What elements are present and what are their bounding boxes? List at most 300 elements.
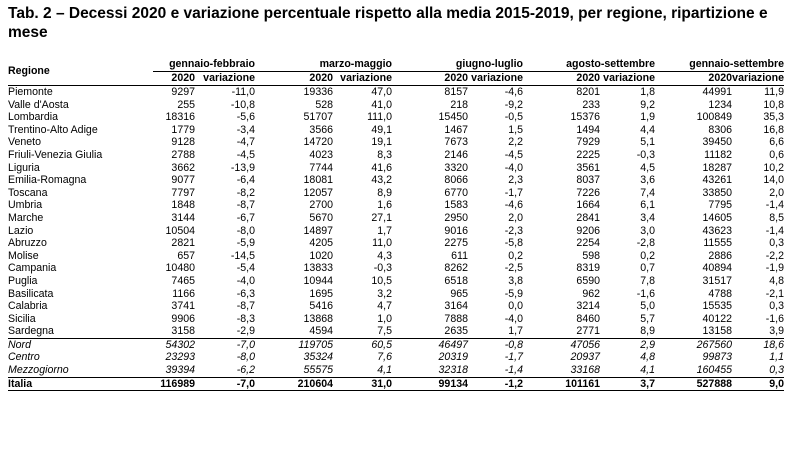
deaths-cell: 4205 [309,237,333,250]
deaths-cell: 47056 [523,338,600,351]
variation-header: variazione [195,72,255,86]
year-header: 2020 [523,72,600,86]
variation-cell: 8,5 [769,211,784,224]
deaths-cell: 4594 [309,325,333,338]
region-row [8,99,784,112]
variation-cell: -9,2 [504,98,523,111]
deaths-cell: 267560 [655,338,732,351]
variation-cell: -8,0 [236,224,255,237]
variation-cell: -2,3 [504,224,523,237]
variation-cell: -1,7 [504,186,523,199]
deaths-cell: 20319 [438,351,468,364]
variation-cell: 6,6 [769,136,784,149]
variation-cell: -1,6 [765,312,784,325]
deaths-cell: 14605 [702,211,732,224]
deaths-cell: 1848 [171,199,195,212]
deaths-cell: 7226 [576,186,600,199]
variation-cell: 2,3 [508,174,523,187]
deaths-cell: 39450 [702,136,732,149]
deaths-cell: 528 [315,98,333,111]
region-name: Liguria [8,161,40,174]
variation-cell: -0,8 [468,338,523,351]
region-row [8,136,784,149]
deaths-cell: 7888 [444,312,468,325]
variation-cell: -6,2 [236,364,255,377]
variation-cell: 0,0 [508,300,523,313]
variation-cell: 18,6 [732,338,784,351]
variation-cell: -1,4 [765,199,784,212]
variation-cell: 0,2 [640,249,655,262]
deaths-cell: 1467 [444,123,468,136]
deaths-cell: 3214 [576,300,600,313]
deaths-cell: 18081 [303,174,333,187]
deaths-cell: 35324 [303,351,333,364]
variation-cell: -4,5 [236,148,255,161]
deaths-cell: 210604 [255,377,333,391]
deaths-cell: 1234 [708,98,732,111]
deaths-cell: 3144 [171,211,195,224]
area-row [8,364,784,377]
deaths-cell: 3561 [576,161,600,174]
deaths-cell: 14720 [303,136,333,149]
deaths-cell: 14897 [303,224,333,237]
variation-cell: 4,7 [377,300,392,313]
variation-cell: -5,9 [504,287,523,300]
deaths-cell: 6518 [444,274,468,287]
variation-cell: 3,4 [640,211,655,224]
region-row [8,288,784,301]
region-name: Friuli-Venezia Giulia [8,148,103,161]
variation-cell: 5,1 [640,136,655,149]
deaths-cell: 10480 [165,262,195,275]
deaths-cell: 3741 [171,300,195,313]
deaths-cell: 8460 [576,312,600,325]
region-name: Sardegna [8,325,54,338]
variation-cell: -1,9 [765,262,784,275]
region-row [8,212,784,225]
deaths-cell: 2275 [444,237,468,250]
variation-cell: 10,5 [371,274,392,287]
variation-cell: -0,3 [636,148,655,161]
deaths-cell: 1166 [172,287,195,300]
variation-cell: 47,0 [371,86,392,98]
variation-cell: -10,8 [230,98,255,111]
region-name: Centro [8,351,40,364]
variation-cell: -8,7 [236,300,255,313]
region-name: Umbria [8,199,43,212]
region-row [8,313,784,326]
year-header: 2020 [255,72,333,86]
region-row [8,111,784,124]
variation-cell: -1,2 [468,377,523,391]
variation-cell: 43,2 [371,174,392,187]
region-row [8,262,784,275]
variation-cell: -4,6 [504,86,523,98]
deaths-cell: 9297 [171,86,195,98]
variation-cell: 4,8 [769,274,784,287]
deaths-cell: 9206 [576,224,600,237]
variation-cell: 3,8 [508,274,523,287]
deaths-cell: 5670 [309,211,333,224]
variation-cell: 19,1 [371,136,392,149]
deaths-cell: 2771 [576,325,600,338]
deaths-cell: 1020 [309,249,333,262]
area-row [8,338,784,351]
variation-cell: -0,5 [504,111,523,124]
deaths-cell: 20937 [570,351,600,364]
year-header: 2020 [392,72,468,86]
region-row [8,174,784,187]
region-name: Campania [8,262,57,275]
variation-cell: 8,3 [377,148,392,161]
deaths-cell: 233 [582,98,600,111]
deaths-table [8,58,784,391]
deaths-cell: 99134 [392,377,468,391]
variation-cell: -6,7 [236,211,255,224]
region-name: Basilicata [8,287,54,300]
deaths-cell: 598 [582,249,600,262]
period-header: gennaio-febbraio [153,58,255,72]
variation-cell: 0,7 [640,262,655,275]
region-row [8,300,784,313]
variation-cell: -8,2 [236,186,255,199]
variation-cell: -8,3 [236,312,255,325]
area-row [8,351,784,364]
variation-cell: 3,2 [377,287,392,300]
deaths-cell: 255 [177,98,195,111]
region-name: Puglia [8,274,38,287]
deaths-cell: 9906 [171,312,195,325]
variation-cell: 1,1 [769,351,784,364]
deaths-cell: 101161 [523,377,600,391]
variation-cell: 41,6 [371,161,392,174]
variation-header: variazione [333,72,392,86]
variation-cell: -5,8 [504,237,523,250]
variation-cell: 8,9 [640,325,655,338]
deaths-cell: 43623 [702,224,732,237]
variation-cell: -2,1 [765,287,784,300]
deaths-cell: 119705 [255,338,333,351]
variation-cell: 7,8 [640,274,655,287]
deaths-cell: 2254 [576,237,600,250]
variation-cell: -4,0 [236,274,255,287]
deaths-cell: 40122 [702,312,732,325]
region-name: Lombardia [8,111,59,124]
region-row [8,250,784,263]
variation-cell: -4,6 [504,199,523,212]
variation-cell: 7,5 [377,325,392,338]
deaths-cell: 7465 [171,274,195,287]
deaths-cell: 13833 [303,262,333,275]
variation-cell: -7,0 [195,338,255,351]
total-row [8,377,784,391]
variation-cell: -13,9 [230,161,255,174]
deaths-cell: 99873 [702,351,732,364]
period-header-row [8,58,784,72]
deaths-cell: 54302 [153,338,195,351]
variation-cell: -5,9 [236,237,255,250]
deaths-cell: 2700 [309,199,333,212]
region-row [8,149,784,162]
variation-cell: -3,4 [236,123,255,136]
region-name: Toscana [8,186,48,199]
deaths-cell: 1583 [444,199,468,212]
deaths-cell: 15450 [438,111,468,124]
deaths-cell: 6770 [444,186,468,199]
variation-cell: 1,9 [640,111,655,124]
deaths-cell: 8157 [444,86,468,98]
deaths-cell: 18316 [165,111,195,124]
variation-cell: 0,3 [769,300,784,313]
region-row [8,237,784,250]
table-body [8,86,784,391]
deaths-cell: 10504 [165,224,195,237]
deaths-cell: 4788 [708,287,732,300]
region-name: Nord [8,338,153,351]
variation-cell: -4,5 [504,148,523,161]
period-header: marzo-maggio [255,58,392,72]
deaths-cell: 3662 [171,161,195,174]
deaths-cell: 11182 [704,148,732,161]
region-row [8,225,784,238]
variation-cell: -8,7 [236,199,255,212]
deaths-cell: 13868 [303,312,333,325]
region-row [8,86,784,99]
variation-cell: 2,0 [508,211,523,224]
deaths-cell: 3566 [309,123,333,136]
deaths-cell: 1494 [576,123,600,136]
deaths-cell: 3158 [171,325,195,338]
variation-cell: 31,0 [333,377,392,391]
variation-cell: -4,0 [504,312,523,325]
period-header: gennaio-settembre [655,58,784,72]
deaths-cell: 1695 [309,287,333,300]
deaths-cell: 1779 [171,123,195,136]
variation-cell: 0,3 [769,237,784,250]
deaths-cell: 8319 [576,262,600,275]
deaths-cell: 8262 [444,262,468,275]
variation-cell: 16,8 [763,123,784,136]
variation-cell: 6,1 [640,199,655,212]
variation-cell: 60,5 [333,338,392,351]
deaths-cell: 10944 [303,274,333,287]
variation-cell: 1,6 [377,199,392,212]
variation-cell: -4,0 [504,161,523,174]
variation-cell: 14,0 [763,174,784,187]
deaths-cell: 23293 [165,351,195,364]
region-row [8,162,784,175]
deaths-cell: 9128 [171,136,195,149]
region-name: Emilia-Romagna [8,174,87,187]
deaths-cell: 32318 [438,364,468,377]
deaths-cell: 2886 [708,249,732,262]
variation-cell: 10,2 [763,161,784,174]
region-name: Calabria [8,300,48,313]
variation-cell: 4,4 [640,123,655,136]
deaths-cell: 7929 [576,136,600,149]
region-name: Veneto [8,136,41,149]
deaths-cell: 39394 [165,364,195,377]
variation-cell: 2,0 [769,186,784,199]
variation-cell: -1,6 [636,287,655,300]
variation-header: variazione [600,72,655,86]
deaths-cell: 7673 [444,136,468,149]
deaths-cell: 15535 [702,300,732,313]
variation-cell: 1,8 [640,86,655,98]
region-name: Valle d'Aosta [8,98,69,111]
variation-header: variazione [468,72,523,86]
deaths-cell: 33168 [570,364,600,377]
deaths-cell: 2146 [444,148,468,161]
deaths-cell: 12057 [303,186,333,199]
deaths-cell: 8066 [444,174,468,187]
region-name: Molise [8,249,39,262]
variation-cell: 11,0 [372,237,392,250]
deaths-cell: 2635 [444,325,468,338]
variation-cell: 7,4 [640,186,655,199]
deaths-cell: 7744 [309,161,333,174]
variation-cell: 2,2 [508,136,523,149]
deaths-cell: 18287 [702,161,732,174]
variation-cell: 4,3 [377,249,392,262]
deaths-cell: 13158 [702,325,732,338]
deaths-cell: 31517 [702,274,732,287]
deaths-cell: 7795 [708,199,732,212]
variation-cell: 41,0 [371,98,392,111]
deaths-cell: 9016 [444,224,468,237]
variation-cell: 1,0 [377,312,392,325]
variation-cell: -2,8 [636,237,655,250]
variation-cell: 0,2 [508,249,523,262]
deaths-cell: 9077 [171,174,195,187]
variation-cell: 111,0 [367,111,392,124]
deaths-cell: 160455 [696,364,732,377]
deaths-cell: 8037 [576,174,600,187]
variation-cell: 1,7 [377,224,392,237]
variation-header: variazione [732,72,784,85]
deaths-cell: 44991 [702,86,732,98]
variation-cell: 5,0 [640,300,655,313]
deaths-cell: 2225 [576,148,600,161]
deaths-cell: 15376 [570,111,600,124]
year-header: 2020 [655,72,732,86]
region-row [8,199,784,212]
variation-cell: 9,2 [640,98,655,111]
variation-cell: -6,4 [236,174,255,187]
deaths-cell: 5416 [309,300,333,313]
deaths-cell: 2950 [444,211,468,224]
region-name: Mezzogiorno [8,364,69,377]
region-name: Italia [8,377,153,391]
variation-cell: 3,9 [769,325,784,338]
region-name: Lazio [8,224,34,237]
deaths-cell: 2841 [576,211,600,224]
deaths-cell: 8306 [708,123,732,136]
region-row [8,187,784,200]
variation-cell: -8,0 [236,351,255,364]
variation-cell: -1,4 [504,364,523,377]
region-row [8,325,784,338]
region-column-header: Regione [8,58,153,86]
deaths-cell: 2821 [171,237,195,250]
region-row [8,124,784,137]
variation-cell: 0,3 [769,364,784,377]
variation-cell: -1,4 [765,224,784,237]
deaths-cell: 3320 [444,161,468,174]
deaths-cell: 40894 [702,262,732,275]
deaths-cell: 527888 [655,377,732,391]
deaths-cell: 2788 [171,148,195,161]
variation-cell: -7,0 [195,377,255,391]
deaths-cell: 3164 [444,300,468,313]
deaths-cell: 4023 [309,148,333,161]
variation-cell: -11,0 [231,86,255,98]
deaths-cell: 33850 [702,186,732,199]
deaths-cell: 611 [451,249,468,262]
variation-cell: -0,3 [373,262,392,275]
region-name: Trentino-Alto Adige [8,123,98,136]
region-name: Marche [8,211,44,224]
deaths-cell: 51707 [303,111,333,124]
variation-cell: 3,0 [640,224,655,237]
variation-cell: -1,7 [504,351,523,364]
region-row [8,275,784,288]
deaths-cell: 6590 [576,274,600,287]
deaths-cell: 962 [582,287,600,300]
variation-cell: 1,5 [508,123,523,136]
deaths-cell: 7797 [171,186,195,199]
variation-cell: -5,6 [236,111,255,124]
year-header: 2020 [153,72,195,86]
variation-cell: 10,8 [763,98,784,111]
variation-cell: 3,7 [600,377,655,391]
deaths-cell: 19336 [303,86,333,98]
deaths-cell: 965 [450,287,468,300]
deaths-cell: 657 [177,249,195,262]
variation-cell: 4,8 [640,351,655,364]
variation-cell: 49,1 [371,123,392,136]
variation-cell: 27,1 [371,211,392,224]
variation-cell: -4,7 [236,136,255,149]
variation-cell: -2,5 [504,262,523,275]
variation-cell: 5,7 [640,312,655,325]
variation-cell: 7,6 [377,351,392,364]
deaths-cell: 8201 [576,86,600,98]
table-title: Tab. 2 – Decessi 2020 e variazione percentuale rispetto alla media 2015-2019, per regione, ripartizione e mese [8,5,768,41]
variation-cell: 4,1 [377,364,392,377]
deaths-cell: 1664 [576,199,600,212]
variation-cell: 8,9 [377,186,392,199]
variation-cell: 4,1 [640,364,655,377]
variation-cell: 9,0 [732,377,784,391]
variation-cell: -5,4 [236,262,255,275]
region-name: Sicilia [8,312,36,325]
variation-cell: 4,5 [640,161,655,174]
variation-cell: 11,9 [764,86,784,98]
variation-cell: -14,5 [230,249,255,262]
period-header: giugno-luglio [392,58,523,72]
variation-cell: 2,9 [600,338,655,351]
variation-cell: 0,6 [769,148,784,161]
period-header: agosto-settembre [523,58,655,72]
region-name: Abruzzo [8,237,47,250]
variation-cell: 3,6 [640,174,655,187]
variation-cell: -6,3 [236,287,255,300]
region-name: Piemonte [8,86,53,98]
variation-cell: 1,7 [508,325,523,338]
deaths-cell: 218 [450,98,468,111]
variation-cell: -2,2 [765,249,784,262]
